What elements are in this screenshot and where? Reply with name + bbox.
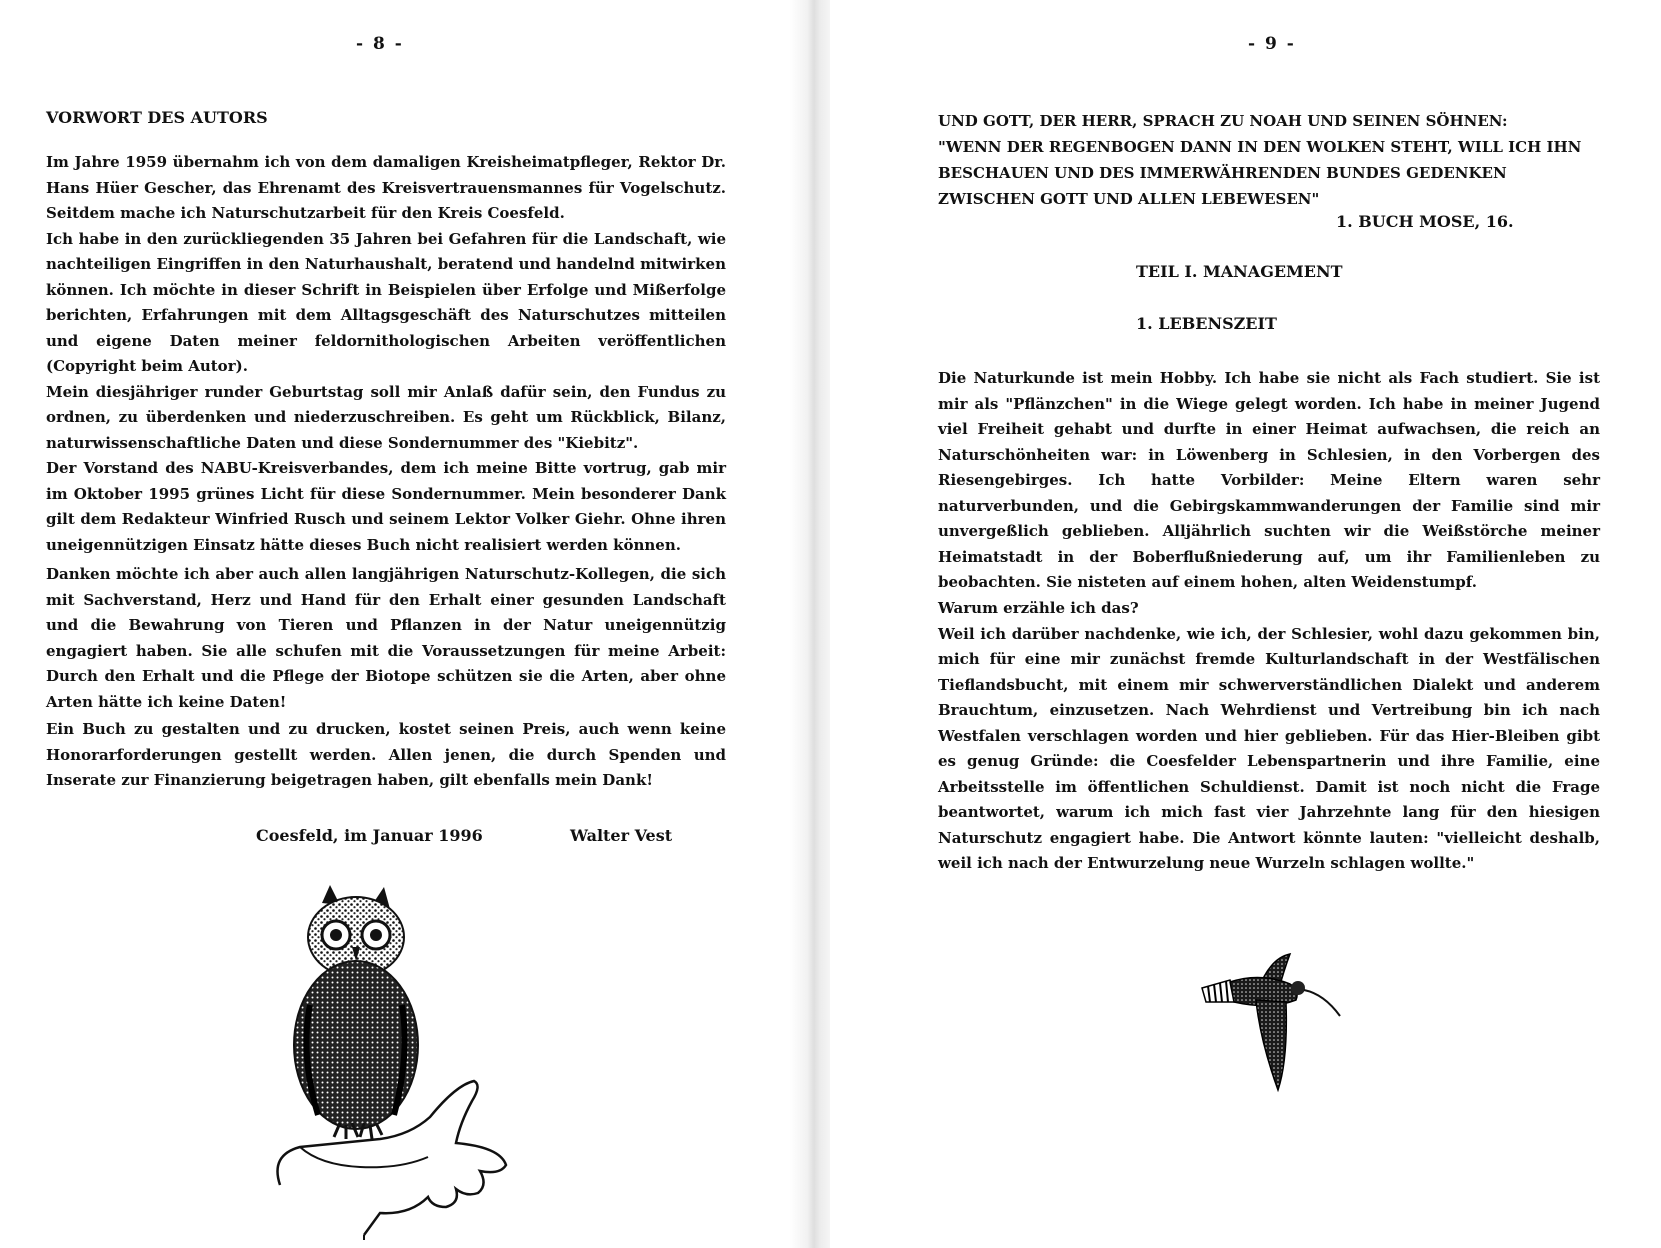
owl-on-hand-illustration	[260, 885, 510, 1240]
chapter-title: 1. LEBENSZEIT	[1136, 314, 1277, 333]
preface-thanks-paragraph: Danken möchte ich aber auch allen langjährigen Naturschutz-Kollegen, die sich mit Sachverstand, Herz und Hand für den Erhalt einer gesunden Landschaft und die Bewahrung von Tieren und Pflanzen in der Natur uneigennützig engagiert haben. Sie alle schufen mit die Voraussetzungen für meine Arbeit: Durch den Erhalt und die Pflege der Biotope schützen sie die Arten, aber ohne Arten hätte ich keine Daten!	[46, 565, 726, 711]
page-number-right: - 9 -	[1248, 34, 1296, 54]
quote-source: 1. BUCH MOSE, 16.	[1336, 212, 1514, 231]
quote-body: "WENN DER REGENBOGEN DANN IN DEN WOLKEN STEHT, WILL ICH IHN BESCHAUEN UND DES IMMERWÄHRENDEN BUNDES GEDENKEN ZWISCHEN GOTT UND ALLEN LEBEWESEN"	[938, 138, 1582, 208]
quote-intro: UND GOTT, DER HERR, SPRACH ZU NOAH UND SEINEN SÖHNEN:	[938, 112, 1508, 130]
preface-paragraph-4: Der Vorstand des NABU-Kreisverbandes, dem ich meine Bitte vortrug, gab mir im Oktober 1995 grünes Licht für diese Sondernummer. Mein besonderer Dank gilt dem Redakteur Winfried Rusch und seinem Lektor Volker Giehr. Ohne ihren uneigennützigen Einsatz hätte dieses Buch nicht realisiert werden können.	[46, 459, 726, 554]
preface-paragraph-3: Mein diesjähriger runder Geburtstag soll mir Anlaß dafür sein, den Fundus zu ordnen, zu überdenken und niederzuschreiben. Es geht um Rückblick, Bilanz, naturwissenschaftliche Daten und diese Sondernummer des "Kiebitz".	[46, 382, 726, 452]
question-line: Warum erzähle ich das?	[938, 599, 1139, 617]
author-signature: Walter Vest	[570, 826, 673, 845]
left-page	[0, 0, 812, 1248]
place-date: Coesfeld, im Januar 1996	[256, 826, 483, 845]
part-title: TEIL I. MANAGEMENT	[1136, 262, 1343, 281]
bible-quote	[938, 108, 1600, 212]
page-number-left: - 8 -	[356, 34, 404, 54]
chapter-section-2	[938, 596, 1600, 877]
preface-paragraph-1: Im Jahre 1959 übernahm ich von dem damaligen Kreisheimatpfleger, Rektor Dr. Hans Hüer Gescher, das Ehrenamt des Kreisvertrauensmannes für Vogelschutz. Seitdem mache ich Naturschutzarbeit für den Kreis Coesfeld.	[46, 153, 726, 222]
curlew-illustration	[1200, 950, 1350, 1100]
chapter-paragraph-2: Weil ich darüber nachdenke, wie ich, der Schlesier, wohl dazu gekommen bin, mich für eine mir zunächst fremde Kulturlandschaft in der Westfälischen Tieflandsbucht, mit einem mir schwerverständlichen Dialekt und anderem Brauchtum, einzusetzen. Nach Wehrdienst und Vertreibung bin ich nach Westfalen verschlagen worden und hier geblieben. Für das Hier-Bleiben gibt es genug Gründe: die Coesfelder Lebenspartnerin und ihre Familie, eine Arbeitsstelle im öffentlichen Schuldienst. Damit ist noch nicht die Frage beantwortet, warum ich mich fast vier Jahrzehnte lang für den hiesigen Naturschutz engagiert habe. Die Antwort könnte lauten: "vielleicht deshalb, weil ich nach der Entwurzelung neue Wurzeln schlagen wollte."	[938, 624, 1600, 872]
preface-main-text	[46, 150, 726, 558]
preface-paragraph-2: Ich habe in den zurückliegenden 35 Jahren bei Gefahren für die Landschaft, wie nachteiligen Eingriffen in den Naturhaushalt, beratend und handelnd mitwirken können. Ich möchte in dieser Schrift in Beispielen über Erfolge und Mißerfolge berichten, Erfahrungen mit dem Alltagsgeschäft des Naturschutzes mitteilen und eigene Daten meiner feldornithologischen Arbeiten veröffentlichen (Copyright beim Autor).	[46, 229, 726, 375]
chapter-paragraph-1: Die Naturkunde ist mein Hobby. Ich habe sie nicht als Fach studiert. Sie ist mir als "Pflänzchen" in die Wiege gelegt worden. Ich habe in meiner Jugend viel Freiheit gehabt und durfte in einer Heimat aufwachsen, die reich an Naturschönheiten war: in Löwenberg in Schlesien, in den Vorbergen des Riesengebirges. Ich hatte Vorbilder: Meine Eltern waren sehr naturverbunden, und die Gebirgskammwanderungen der Familie sind mir unvergeßlich geblieben. Alljährlich suchten wir die Weißstörche meiner Heimatstadt in der Boberflußniederung auf, um ihr Familienleben zu beobachten. Sie nisteten auf einem hohen, alten Weidenstumpf.	[938, 369, 1600, 591]
preface-heading: VORWORT DES AUTORS	[46, 108, 268, 127]
preface-book-paragraph: Ein Buch zu gestalten und zu drucken, kostet seinen Preis, auch wenn keine Honorarforderungen gestellt werden. Allen jenen, die durch Spenden und Inserate zur Finanzierung beigetragen haben, gilt ebenfalls mein Dank!	[46, 720, 726, 789]
